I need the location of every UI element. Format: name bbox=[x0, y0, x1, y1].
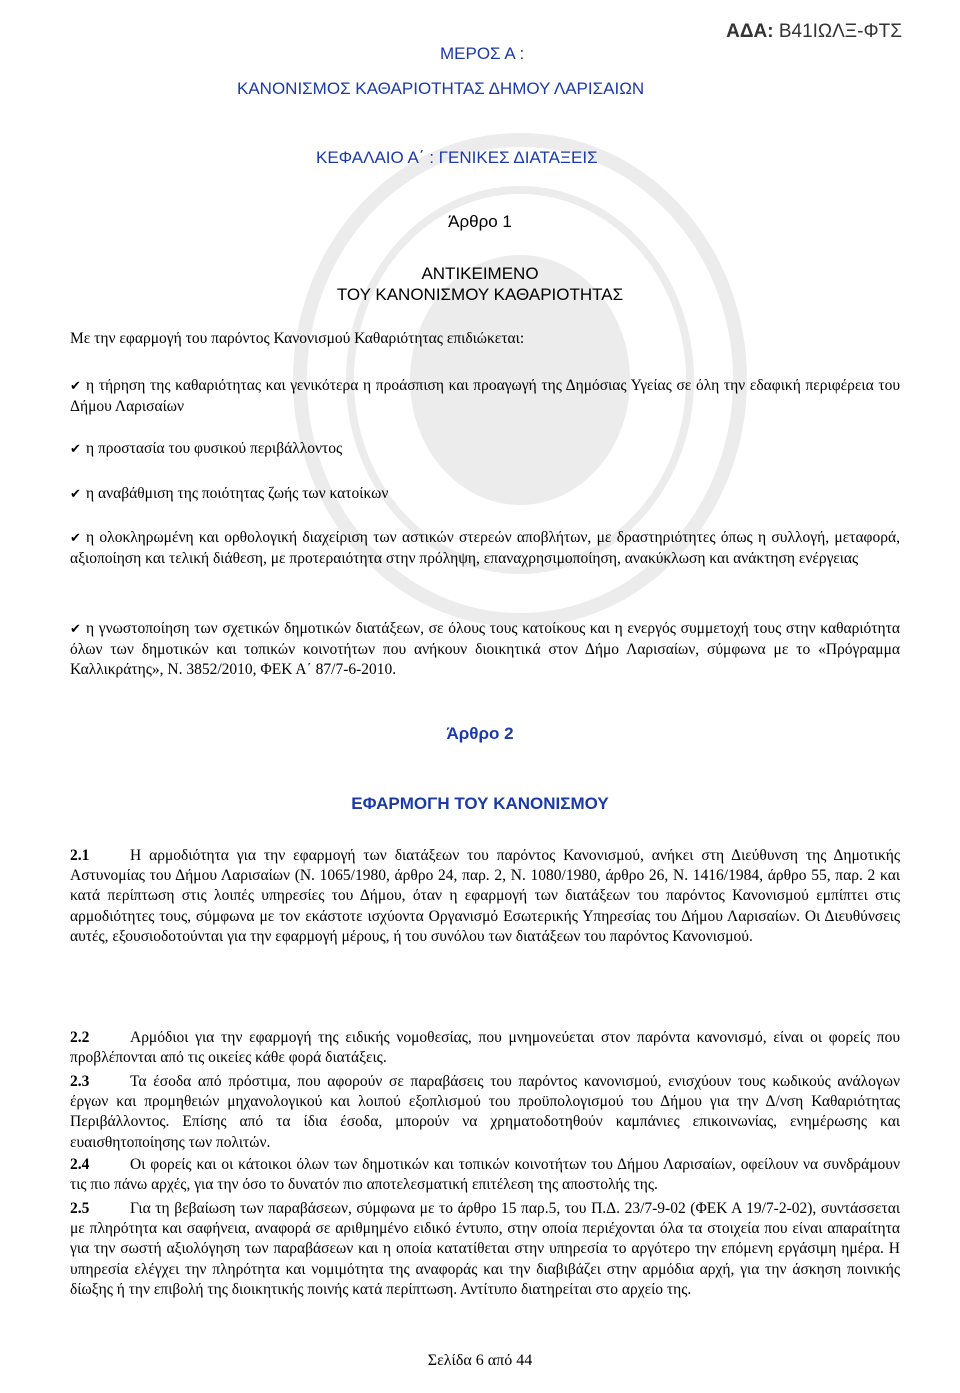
regulation-title: ΚΑΝΟΝΙΣΜΟΣ ΚΑΘΑΡΙΟΤΗΤΑΣ ΔΗΜΟΥ ΛΑΡΙΣΑΙΩΝ bbox=[237, 79, 645, 98]
paragraph-2-1: 2.1 Η αρμοδιότητα για την εφαρμογή των διατάξεων του παρόντος Κανονισμού, ανήκει στη Διεύθυνση της Δημοτικής Αστυνομίας του Δήμου Λαρισαίων (Ν. 1065/1980, άρθρο 24, παρ. 2, Ν. 1080/1980, άρθρο 26, Ν. 1416/1984, άρθρο 55, παρ. 2 και κατά περίπτωση στις λοιπές υπηρεσίες του Δήμου, όταν η εφαρμογή των διατάξεων του παρόντος Κανονισμού εμπίπτει στις αρμοδιότητες τους, σύμφωνα με τον εκάστοτε ισχύοντα Οργανισμό Εσωτερικής Υπηρεσίας του Δήμου Λαρισαίων. Οι Διευθύνσεις αυτές, εξουσιοδοτούνται για την εφαρμογή μέρους, ή του συνόλου των διατάξεων του παρόντος Κανονισμού. bbox=[70, 847, 900, 945]
paragraph-2-2: 2.2 Αρμόδιοι για την εφαρμογή της ειδικής νομοθεσίας, που μνημονεύεται στον παρόντα κανονισμό, είναι οι φορείς που προβλέπονται από τις οικείες κάθε φορά διατάξεις. bbox=[70, 1029, 900, 1067]
list-item: ✔ η γνωστοποίηση των σχετικών δημοτικών διατάξεων, σε όλους τους κατοίκους και η ενεργός συμμετοχή τους στην καθαριότητα όλων των δημοτικών και τοπικών κοινοτήτων που ανήκουν διοικητικά στον Δήμο Λαρισαίων, σύμφωνα με το «Πρόγραμμα Καλλικράτης», Ν. 3852/2010, ΦΕΚ Α΄ 87/7-6-2010. bbox=[70, 620, 900, 679]
checkmark-icon: ✔ bbox=[70, 379, 81, 394]
article2-heading: Άρθρο 2 bbox=[446, 724, 514, 743]
part-title: ΜΕΡΟΣ Α : bbox=[440, 44, 525, 63]
article2-title: ΕΦΑΡΜΟΓΗ ΤΟΥ ΚΑΝΟΝΙΣΜΟΥ bbox=[351, 794, 609, 813]
article1-heading: Άρθρο 1 bbox=[448, 212, 512, 231]
list-item: ✔ η προστασία του φυσικού περιβάλλοντος bbox=[70, 439, 900, 460]
list-item: ✔ η τήρηση της καθαριότητας και γενικότερα η προάσπιση και προαγωγή της Δημόσιας Υγείας σε όλη την εδαφική περιφέρεια του Δήμου Λαρισαίων bbox=[70, 377, 900, 416]
paragraph-2-4: 2.4 Οι φορείς και οι κάτοικοι όλων των δημοτικών και τοπικών κοινοτήτων του Δήμου Λαρισαίων, οφείλουν να συνδράμουν τις πιο πάνω αρχές, για την όσο το δυνατόν πιο αποτελεσματική επιτέλεση της αποστολής της. bbox=[70, 1156, 900, 1194]
ada-code: ΑΔΑ: Β41ΙΩΛΞ-ΦΤΣ bbox=[726, 21, 902, 42]
paragraph-2-3: 2.3 Τα έσοδα από πρόστιμα, που αφορούν σε παραβάσεις του παρόντος κανονισμού, ενισχύουν τους κωδικούς ανάλογων έργων και προμηθειών μηχανολογικού και λοιπού εξοπλισμού του προϋπολογισμού του Δήμου για την Δ/νση Καθαριότητας Περιβάλλοντος. Επίσης από τα ίδια έσοδα, μπορούν να χρηματοδοτηθούν καμπάνιες επικοινωνίας, ενημέρωσης και ευαισθητοποίησης των πολιτών. bbox=[70, 1073, 900, 1151]
page-number: Σελίδα 6 από 44 bbox=[427, 1352, 533, 1369]
checkmark-icon: ✔ bbox=[70, 622, 81, 637]
checkmark-icon: ✔ bbox=[70, 487, 81, 502]
article1-title-line1: ΑΝΤΙΚΕΙΜΕΝΟ bbox=[421, 264, 539, 283]
checkmark-icon: ✔ bbox=[70, 531, 81, 546]
list-item: ✔ η ολοκληρωμένη και ορθολογική διαχείριση των αστικών στερεών αποβλήτων, με δραστηριότητες όπως η συλλογή, μεταφορά, αξιοποίηση και τελική διάθεση, με προτεραιότητα στην πρόληψη, επαναχρησιμοποίηση, ανακύκλωση και ανάκτηση ενέργειας bbox=[70, 529, 900, 568]
article1-intro: Με την εφαρμογή του παρόντος Κανονισμού Καθαριότητας επιδιώκεται: bbox=[70, 330, 525, 347]
checkmark-icon: ✔ bbox=[70, 442, 81, 457]
article1-title-line2: ΤΟΥ ΚΑΝΟΝΙΣΜΟΥ ΚΑΘΑΡΙΟΤΗΤΑΣ bbox=[336, 285, 624, 304]
chapter-title: ΚΕΦΑΛΑΙΟ Α΄ : ΓΕΝΙΚΕΣ ΔΙΑΤΑΞΕΙΣ bbox=[316, 148, 598, 167]
list-item: ✔ η αναβάθμιση της ποιότητας ζωής των κατοίκων bbox=[70, 484, 900, 505]
paragraph-2-5: 2.5 Για τη βεβαίωση των παραβάσεων, σύμφωνα με το άρθρο 15 παρ.5, του Π.Δ. 23/7-9-02 (ΦΕΚ Α 19/7-2-02), συντάσσεται με πληρότητα και σαφήνεια, αναφορά σε αριθμημένο ειδικό έντυπο, στην οποία περιέχονται όλα τα στοιχεία που είναι απαραίτητα για την σωστή αξιολόγηση των παραβάσεων και η οποία κατατίθεται στην υπηρεσία το αργότερο την επόμενη εργάσιμη ημέρα. Η υπηρεσία ελέγχει την πληρότητα και νομιμότητα της αναφοράς και την διαβιβάζει στην αρμόδια αρχή, για την άσκηση ποινικής δίωξης ή την επιβολή της διοικητικής ποινής κατά περίπτωση. Αντίτυπο διατηρείται στο αρχείο της. bbox=[70, 1200, 900, 1298]
